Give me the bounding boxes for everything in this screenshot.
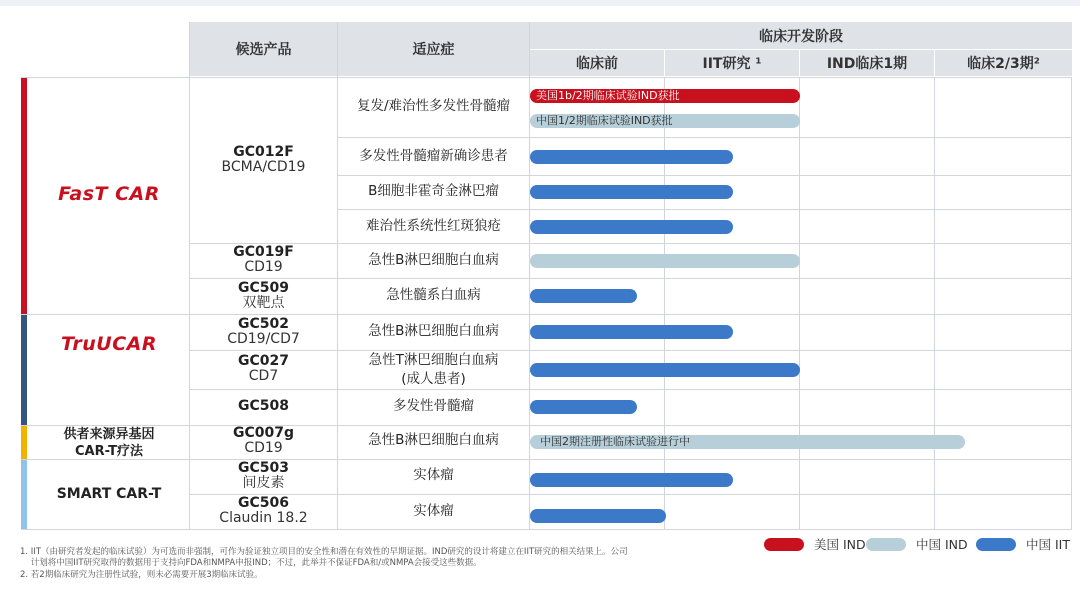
candidate-code: GC508 bbox=[238, 398, 289, 414]
group-bar-allogeneic bbox=[21, 426, 27, 459]
candidate-gc019f bbox=[190, 245, 337, 275]
candidate-target: 双靶点 bbox=[242, 295, 285, 311]
candidate-target: BCMA/CD19 bbox=[221, 159, 306, 175]
indication: 难治性系统性红斑狼疮 bbox=[366, 218, 501, 234]
legend-swatch bbox=[866, 538, 906, 551]
candidate-target: CD19 bbox=[244, 440, 283, 456]
bar-cn-iit bbox=[530, 150, 733, 164]
grid-row-line bbox=[190, 243, 1072, 244]
header-stage-iit: IIT研究 ¹ bbox=[665, 50, 799, 76]
indication: 实体瘤 bbox=[413, 467, 454, 483]
indication: B细胞非霍奇金淋巴瘤 bbox=[368, 183, 499, 199]
bar-cn-ind bbox=[530, 435, 965, 449]
bar-cn-iit bbox=[530, 220, 733, 234]
grid-row-line bbox=[190, 389, 1072, 390]
bar-cn-iit bbox=[530, 473, 733, 487]
legend-cn-ind bbox=[866, 536, 968, 552]
bar-label: 美国1b/2期临床试验IND获批 bbox=[536, 89, 680, 102]
candidate-code: GC509 bbox=[238, 280, 289, 296]
bar-cn-ind bbox=[530, 114, 800, 128]
candidate-gc503 bbox=[190, 461, 337, 491]
group-label-smartcar bbox=[30, 482, 188, 506]
bar-label: 中国2期注册性临床试验进行中 bbox=[540, 435, 690, 448]
indication: 复发/难治性多发性骨髓瘤 bbox=[356, 98, 511, 114]
grid-row-line bbox=[21, 459, 1072, 460]
legend-us-ind bbox=[764, 536, 866, 552]
candidate-code: GC012F bbox=[233, 144, 294, 160]
candidate-code: GC027 bbox=[238, 353, 289, 369]
indication: 急性B淋巴细胞白血病 bbox=[368, 323, 499, 339]
trucar-logo: TruUCAR bbox=[61, 333, 157, 355]
legend-swatch bbox=[976, 538, 1016, 551]
grid-row-line bbox=[21, 529, 1072, 530]
legend-label: 中国 IND bbox=[916, 537, 968, 552]
grid-row-line bbox=[190, 494, 1072, 495]
grid-row-line bbox=[21, 77, 1072, 78]
allogeneic-label: 供者来源异基因 CAR-T疗法 bbox=[63, 426, 155, 459]
top-strip bbox=[0, 0, 1080, 6]
indication: 急性T淋巴细胞白血病 (成人患者) bbox=[368, 352, 499, 387]
header-stage-phase23: 临床2/3期² bbox=[935, 50, 1072, 76]
group-label-trucar bbox=[30, 330, 188, 358]
legend-swatch bbox=[764, 538, 804, 551]
candidate-code: GC502 bbox=[238, 316, 289, 332]
candidate-gc508 bbox=[190, 399, 337, 414]
grid-row-line bbox=[190, 278, 1072, 279]
indication: 多发性骨髓瘤 bbox=[393, 398, 474, 414]
grid-col-line bbox=[934, 77, 935, 530]
footnote-1-cont: 计划将中国IIT研究取得的数据用于支持向FDA和NMPA申报IND；不过，此举并不保证FDA和/或NMPA会接受这些数据。 bbox=[20, 558, 482, 568]
group-label-allogeneic bbox=[30, 426, 188, 459]
indication: 实体瘤 bbox=[413, 503, 454, 519]
footnote-2: 2. 若2期临床研究为注册性试验，则未必需要开展3期临床试验。 bbox=[20, 570, 263, 580]
candidate-code: GC007g bbox=[232, 425, 294, 441]
candidate-code: GC506 bbox=[238, 495, 289, 511]
indication: 急性B淋巴细胞白血病 bbox=[368, 432, 499, 448]
grid-col-line bbox=[799, 77, 800, 530]
group-bar-smartcar bbox=[21, 460, 27, 529]
grid-row-line bbox=[21, 314, 1072, 315]
bar-cn-ind bbox=[530, 254, 800, 268]
grid-col-line bbox=[1071, 77, 1072, 530]
bar-us-ind bbox=[530, 89, 800, 103]
candidate-target: CD7 bbox=[248, 368, 279, 384]
header-stage-preclinical: 临床前 bbox=[530, 50, 664, 76]
header-stage-ind-phase1: IND临床1期 bbox=[800, 50, 934, 76]
candidate-gc027 bbox=[190, 354, 337, 384]
bar-cn-iit bbox=[530, 509, 666, 523]
header-indication: 适应症 bbox=[338, 22, 529, 76]
candidate-code: GC019F bbox=[233, 244, 294, 260]
candidate-target: CD19/CD7 bbox=[227, 331, 300, 347]
grid-row-line bbox=[338, 137, 1072, 138]
smartcar-label: SMART CAR-T bbox=[56, 486, 162, 502]
candidate-code: GC503 bbox=[238, 460, 289, 476]
candidate-gc012f bbox=[190, 145, 337, 175]
candidate-gc502 bbox=[190, 317, 337, 347]
footnote-1: 1. IIT（由研究者发起的临床试验）为可选而非强制，可作为验证独立项目的安全性和潜在有效性的早期证据。IND研究的设计将建立在IIT研究的相关结果上。公司 bbox=[20, 547, 628, 557]
bar-cn-iit bbox=[530, 363, 800, 377]
bar-cn-iit bbox=[530, 325, 733, 339]
candidate-target: Claudin 18.2 bbox=[219, 510, 308, 526]
grid-row-line bbox=[338, 175, 1072, 176]
bar-cn-iit bbox=[530, 400, 637, 414]
bar-cn-iit bbox=[530, 185, 733, 199]
grid-col-line bbox=[664, 77, 665, 530]
candidate-target: 间皮素 bbox=[242, 475, 285, 491]
grid-row-line bbox=[338, 209, 1072, 210]
indication: 急性髓系白血病 bbox=[386, 287, 481, 303]
legend-label: 中国 IIT bbox=[1026, 537, 1070, 552]
legend-cn-iit bbox=[976, 536, 1070, 552]
bar-label: 中国1/2期临床试验IND获批 bbox=[536, 114, 673, 127]
legend-label: 美国 IND bbox=[814, 537, 866, 552]
group-bar-fastcar bbox=[21, 78, 27, 314]
group-label-fastcar bbox=[30, 180, 188, 208]
candidate-gc007g bbox=[190, 426, 337, 456]
candidate-gc509 bbox=[190, 281, 337, 311]
fastcar-logo: FasT CAR bbox=[58, 183, 160, 205]
header-stage-group: 临床开发阶段 bbox=[530, 22, 1072, 49]
header-candidate: 候选产品 bbox=[190, 22, 337, 76]
bar-cn-iit bbox=[530, 289, 637, 303]
group-bar-trucar bbox=[21, 315, 27, 425]
grid-row-line bbox=[190, 350, 1072, 351]
indication: 急性B淋巴细胞白血病 bbox=[368, 252, 499, 268]
candidate-target: CD19 bbox=[244, 259, 283, 275]
indication: 多发性骨髓瘤新确诊患者 bbox=[359, 148, 508, 164]
candidate-gc506 bbox=[190, 496, 337, 526]
